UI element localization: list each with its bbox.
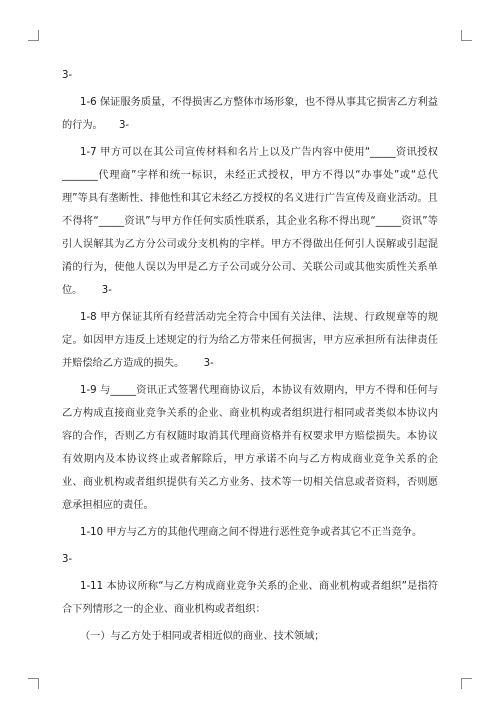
section-marker-top: 3- (62, 70, 73, 81)
crop-mark-bottom-right (461, 678, 472, 689)
clause-1-10: 1-10 甲方与乙方的其他代理商之间不得进行恶性竞争或者其它不正当竞争。 (80, 527, 423, 538)
crop-mark-top-right (461, 30, 472, 41)
document-body (62, 64, 438, 652)
crop-mark-top-left (28, 30, 39, 41)
clause-1-11: 1-11 本协议所称“与乙方构成商业竞争关系的企业、商业机构或者组织”是指符合下列情形之一的企业、商业机构或者组织： (62, 581, 438, 615)
clause-1-7: 1-7 甲方可以在其公司宣传材料和名片上以及广告内容中使用“_____资讯授权_______代理商”字样和统一标识，未经正式授权，甲方不得以“办事处”或“总代理”等具有垄断性、排他性和其它未经乙方授权的名义进行广告宣传及商业活动。且不得将“_____资讯”与甲方作任何实质性联系，其企业名称不得出现“_____资讯”等引人误解其为乙方分公司或分支机构的字样。甲方不得做出任何引人误解或引起混淆的行为，使他人误以为甲是乙方子公司或分公司、关联公司或其他实质性关系单位。 3- (62, 147, 438, 296)
clause-1-8: 1-8 甲方保证其所有经营活动完全符合中国有关法律、法规、行政规章等的规定。如因甲方违反上述规定的行为给乙方带来任何损害，甲方应承担所有法律责任并赔偿给乙方造成的损失。 3- (62, 312, 438, 369)
clause-1-6: 1-6 保证服务质量，不得损害乙方整体市场形象，也不得从事其它损害乙方利益的行为。 3- (62, 97, 438, 131)
clause-1-9: 1-9 与_____资讯正式签署代理商协议后，本协议有效期内，甲方不得和任何与乙方构成直接商业竞争关系的企业、商业机构或者组织进行相同或者类似本协议内容的合作，否则乙方有权随时取消其代理商资格并有权要求甲方赔偿损失。本协议有效期内及本协议终止或者解除后，甲方承诺不向与乙方构成商业竞争关系的企业、商业机构或者组织提供有关乙方业务、技术等一切相关信息或者资料，否则愿意承担相应的责任。 (62, 385, 438, 511)
list-item-1: （一）与乙方处于相同或者相近似的商业、技术领域； (80, 631, 325, 642)
crop-mark-bottom-left (28, 678, 39, 689)
section-marker-mid: 3- (62, 554, 73, 565)
